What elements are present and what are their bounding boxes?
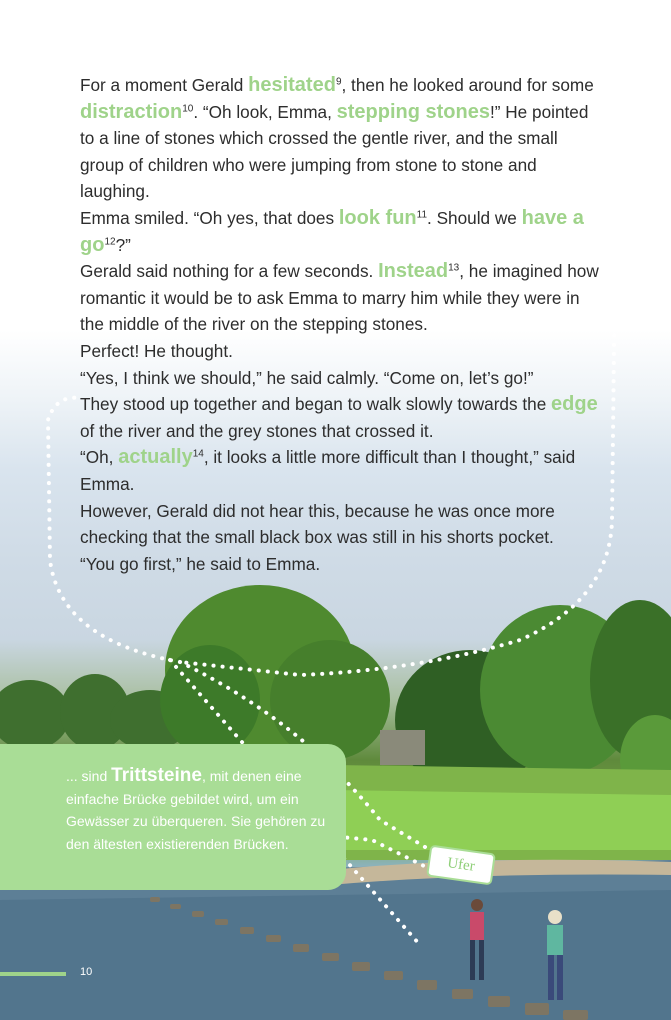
paragraph: Perfect! He thought. (80, 340, 233, 361)
vocab-word: have a go (80, 206, 584, 256)
story-text (80, 72, 600, 577)
paragraph: Emma smiled. “Oh yes, that does look fun$^{11}$. Should we have a $go^{12}$?” (80, 206, 584, 256)
vocab-word: Instead (378, 260, 449, 283)
footnote-number: 9 (335, 76, 342, 88)
paragraph: For a moment Gerald hesitated$^9$, then he looked around for some distraction$^{10}$. “Oh look, Emma, stepping stones!” He pointed to a line of stones which crossed the gentle river, and the small group of children who were jumping from stone to stone and laughing. (80, 74, 594, 202)
vocab-word: look fun (338, 206, 417, 229)
vocab-word: actually (118, 446, 193, 469)
info-highlight: Trittsteine (111, 765, 202, 786)
house (380, 730, 425, 765)
footnote-number: 13 (448, 262, 460, 274)
info-box-text: ... sind Trittsteine, mit denen eine einfache Brücke gebildet wird, um ein Gewässer zu überqueren. Sie gehören zu den ältesten existierenden Brücken. (66, 765, 326, 852)
vocab-word: stepping stones (336, 100, 490, 123)
ufer-label: Ufer (426, 845, 496, 886)
paragraph: However, Gerald did not hear this, because he was once more checking that the small black box was still in his shorts pocket. (80, 500, 555, 548)
vocab-word: edge (551, 393, 598, 416)
footnote-number: 10 (182, 102, 194, 114)
page-number: 10 (80, 966, 93, 978)
page-number-bar (0, 972, 66, 976)
footnote-number: 11 (416, 209, 428, 221)
paragraph: They stood up together and began to walk slowly towards the edge of the river and the grey stones that crossed it. (80, 393, 598, 441)
footnote-number: 14 (192, 448, 204, 460)
footnote-number: 12 (104, 235, 116, 247)
paragraph: “You go first,” he said to Emma. (80, 553, 321, 574)
vocab-word: hesitated (248, 74, 336, 96)
paragraph: “Oh, actually$^{14}$, it looks a little more difficult than I thought,” said Emma. (80, 446, 576, 494)
paragraph: “Yes, I think we should,” he said calmly. “Come on, let’s go!” (80, 367, 534, 388)
vocab-word: distraction (80, 100, 183, 123)
paragraph: Gerald said nothing for a few seconds. Instead$^{13}$, he imagined how romantic it would be to ask Emma to marry him while they were in the middle of the river on the stepping stones. (80, 260, 599, 335)
